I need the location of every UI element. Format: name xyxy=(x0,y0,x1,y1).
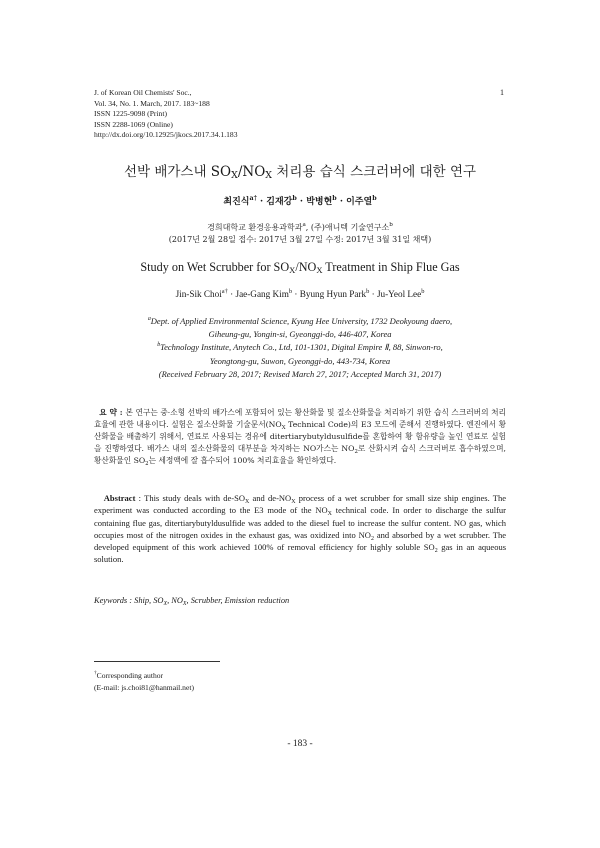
corresponding-author: †Corresponding author xyxy=(94,670,164,680)
abstract-korean-label: 요 약 : xyxy=(99,408,126,417)
abstract-korean: 요 약 : 본 연구는 중·소형 선박의 배가스에 포함되어 있는 황산화물 및 질소산화물을 처리하기 위한 습식 스크러버의 처리효율에 관한 내용이다. 실험은 질소산화물 기술문서($NO_X$ Technical Code)의 E3 모드에 준해서 진행하였다. 엔진에서 황산화물을 배출하기 위해서, 연료로 사용되는 경유에 ditertiarybutyldusulfide를 혼합하여 황 함유량을 높인 연료로 실험을 진행하였다. 배가스 내의 질소산화물의 대부분을 차지하는 NO가스는 $NO_2$로 산화시켜 습식 스크러버로 흡수하였으며, 황산화물인 $SO_2$는 세정액에 잘 흡수되어 100% 처리효율을 확인하였다. xyxy=(94,408,506,467)
received-dates-korean: (2017년 2월 28일 접수: 2017년 3월 27일 수정: 2017년 3월 31일 채택) xyxy=(168,235,432,244)
affiliation-a: $^a$Dept. of Applied Environmental Science, Kyung Hee University, 1732 Deokyoung daero, xyxy=(147,316,453,326)
issn-print: ISSN 1225-9098 (Print) xyxy=(94,109,167,119)
keywords-label: Keywords : xyxy=(94,596,135,605)
page-number: - 183 - xyxy=(287,739,313,749)
keywords: Keywords : Ship, $SO_X$, $NO_X$, Scrubber, Emission reduction xyxy=(94,596,290,607)
abstract-english-label: Abstract xyxy=(103,493,136,503)
doi-link[interactable]: http://dx.doi.org/10.12925/jkocs.2017.34.1.183 xyxy=(94,130,238,140)
journal-name: J. of Korean Oil Chemists' Soc., xyxy=(94,88,192,97)
title-korean: 선박 배가스내 $SO_X/NO_X$ 처리용 습식 스크러버에 대한 연구 xyxy=(123,164,477,181)
authors-korean: 최진식$^{a\dagger}$ · 김재강$^b$ · 박병현$^b$ · 이주열$^b$ xyxy=(223,195,377,207)
footnote-divider xyxy=(94,661,220,662)
affiliation-a-cont: Giheung-gu, Yongin-si, Gyeonggi-do, 446-407, Korea xyxy=(208,329,392,340)
issn-online: ISSN 2288-1069 (Online) xyxy=(94,119,173,129)
affiliation-line: 경희대학교 환경응용과학과$^a$, (주)애니텍 기술연구소$^b$ xyxy=(207,222,393,232)
journal-info xyxy=(94,88,238,141)
author-email: (E-mail: js.choi81@hanmail.net) xyxy=(94,683,194,692)
affiliation-b: $^b$Technology Institute, Anytech Co., Ltd, 101-1301, Digital Empire Ⅱ, 88, Sinwon-ro, xyxy=(157,342,443,353)
affiliation-b-cont: Yeongtong-gu, Suwon, Gyeonggi-do, 443-734, Korea xyxy=(209,355,391,366)
authors-english: Jin-Sik Choi$^{a\dagger}$ · Jae-Gang Kim$^b$ · Byung Hyun Park$^b$ · Ju-Yeol Lee$^b$ xyxy=(175,288,425,299)
affiliation-korean xyxy=(0,222,600,246)
page-number-top: 1 xyxy=(500,88,504,97)
affiliation-english xyxy=(0,315,600,381)
footnote xyxy=(94,670,194,694)
received-dates-english: (Received February 28, 2017; Revised March 27, 2017; Accepted March 31, 2017) xyxy=(158,368,442,379)
abstract-english: Abstract : This study deals with $de-SO_X$ and $de-NO_X$ process of a wet scrubber for small size ship engines. The experiment was conducted according to the E3 mode of the $NO_X$ technical code. In order to discharge the sulfur containing flue gas, ditertiarybutyldusulfide was added to the diesel fuel to increase the sulfur content. NO gas, which occupies most of the nitrogen oxides in the exhaust gas, was oxidized into $NO_2$ and absorbed by a wet scrubber. The developed equipment of this work achieved 100% of removal efficiency for highly soluble $SO_2$ gas in an aqueous solution. xyxy=(94,493,507,565)
title-english: Study on Wet Scrubber for $SO_X/NO_X$ Treatment in Ship Flue Gas xyxy=(140,260,460,275)
journal-volume: Vol. 34, No. 1. March, 2017. 183~188 xyxy=(94,98,210,108)
